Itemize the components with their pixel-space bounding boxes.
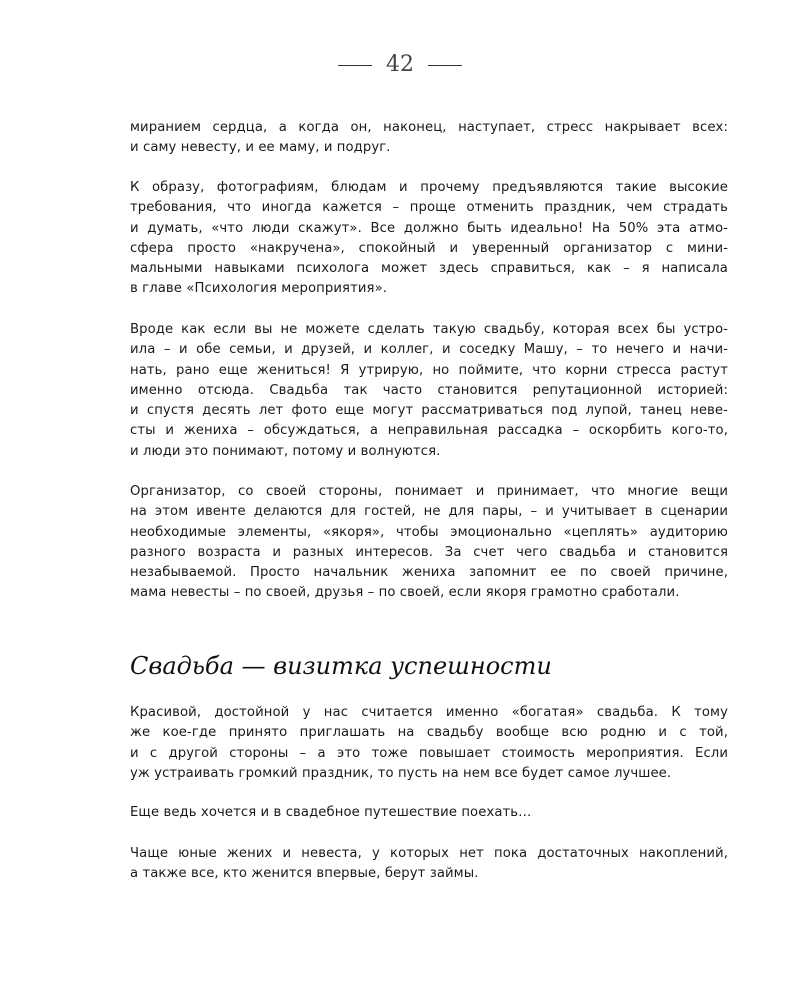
text-line: и люди это понимают, потому и волнуются.: [130, 443, 441, 459]
paragraph: [130, 320, 728, 462]
text-line: Организатор, со своей стороны, понимает и принимает, что многие вещи: [130, 484, 728, 499]
text-line: и думать, «что люди скажут». Все должно быть идеально! На 50% эта атмо-: [130, 220, 728, 236]
text-line: незабываемой. Просто начальник жениха запомнит ее по своей причине,: [130, 565, 728, 581]
paragraph: [130, 482, 728, 604]
text-line: именно отсюда. Свадьба так часто становится репутационной историей:: [130, 382, 728, 398]
text-line: ила – и обе семьи, и друзей, и коллег, и соседку Машу, – то нечего и начи-: [130, 342, 728, 358]
text-line: и саму невесту, и ее маму, и подруг.: [130, 140, 391, 156]
divider-left: [338, 65, 372, 66]
text-line: мама невесты – по своей, друзья – по своей, если якоря грамотно сработали.: [130, 585, 680, 601]
text-line: и с другой стороны – а это тоже повышает стоимость мероприятия. Если: [130, 745, 728, 761]
text-line: необходимые элементы, «якоря», чтобы эмоционально «цеплять» аудиторию: [130, 524, 728, 540]
text-line: на этом ивенте делаются для гостей, не для пары, – и учитывает в сценарии: [130, 504, 728, 520]
text-line: сфера просто «накручена», спокойный и уверенный организатор с мини-: [130, 240, 728, 256]
text-line: миранием сердца, а когда он, наконец, наступает, стресс накрывает всех:: [130, 120, 728, 135]
text-line: Вроде как если вы не можете сделать такую свадьбу, которая всех бы устро-: [130, 322, 728, 337]
paragraph: [130, 703, 728, 784]
text-line: мальными навыками психолога может здесь справиться, как – я написала: [130, 261, 728, 277]
page-number-text: 42: [386, 52, 414, 77]
text-line: а также все, кто женится впервые, берут займы.: [130, 866, 479, 882]
text-line: требования, что иногда кажется – проще отменить праздник, чем страдать: [130, 200, 728, 216]
text-line: Еще ведь хочется и в свадебное путешествие поехать…: [130, 805, 532, 820]
text-line: К образу, фотографиям, блюдам и прочему предъявляются такие высокие: [130, 180, 728, 195]
text-line: Чаще юные жених и невеста, у которых нет пока достаточных накоплений,: [130, 846, 728, 861]
section-heading: Свадьба — визитка успешности: [130, 652, 552, 680]
text-line: сты и жениха – обсуждаться, а неправильная рассадка – оскорбить кого-то,: [130, 423, 728, 439]
text-line: в главе «Психология мероприятия».: [130, 281, 388, 297]
text-line: разного возраста и разных интересов. За счет чего свадьба и становится: [130, 544, 728, 560]
text-line: и спустя десять лет фото еще могут рассматриваться под лупой, танец неве-: [130, 403, 728, 419]
paragraph: [130, 118, 728, 159]
paragraph: [130, 178, 728, 300]
text-line: Красивой, достойной у нас считается именно «богатая» свадьба. К тому: [130, 705, 728, 720]
paragraph: [130, 803, 728, 823]
divider-right: [428, 65, 462, 66]
text-line: уж устраивать громкий праздник, то пусть на нем все будет самое лучшее.: [130, 765, 672, 781]
page-number: [0, 52, 800, 77]
paragraph: [130, 844, 728, 885]
text-line: нать, рано еще жениться! Я утрирую, но поймите, что корни стресса растут: [130, 362, 728, 378]
text-line: же кое-где принято приглашать на свадьбу вообще всю родню и с той,: [130, 725, 728, 741]
